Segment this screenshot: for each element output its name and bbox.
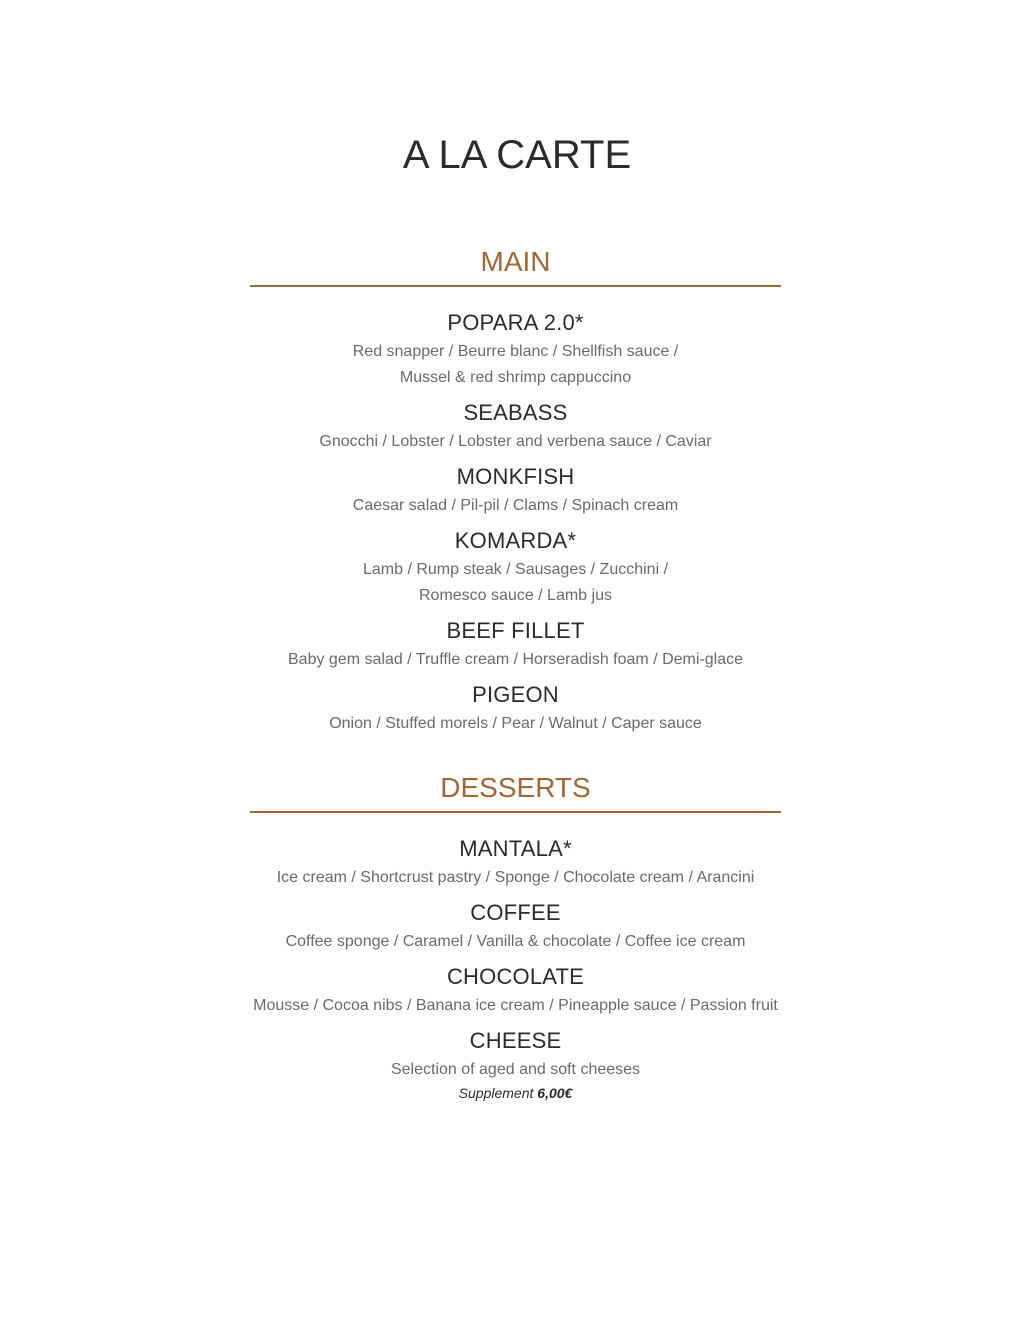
description-line: Red snapper / Beurre blanc / Shellfish sauce /: [352, 343, 679, 360]
dish-mantala: [250, 833, 781, 891]
dish-coffee: [250, 897, 781, 955]
description-line: Baby gem salad / Truffle cream / Horseradish foam / Demi-glace: [288, 651, 743, 668]
dish-seabass: [250, 397, 781, 455]
dish-chocolate: [250, 961, 781, 1019]
section-heading-desserts: DESSERTS: [250, 770, 781, 813]
dish-name: CHEESE: [469, 1028, 562, 1053]
section-heading-main: MAIN: [250, 244, 781, 287]
dish-name: POPARA 2.0*: [447, 310, 584, 335]
dish-description: [250, 865, 781, 891]
dish-description: [250, 993, 781, 1019]
description-line: Coffee sponge / Caramel / Vanilla & chocolate / Coffee ice cream: [285, 933, 746, 950]
dish-name: SEABASS: [463, 400, 568, 425]
dish-name: MONKFISH: [456, 464, 575, 489]
dish-beef-fillet: [250, 615, 781, 673]
description-line: Gnocchi / Lobster / Lobster and verbena sauce / Caviar: [319, 433, 712, 450]
dish-name: KOMARDA*: [454, 528, 577, 553]
dessert-items: [250, 833, 781, 1103]
page-title: A LA CARTE: [402, 133, 632, 177]
dish-description: [250, 429, 781, 455]
desserts-section: [250, 770, 781, 1109]
dish-description: [250, 711, 781, 737]
dish-name: BEEF FILLET: [446, 618, 585, 643]
description-line: Lamb / Rump steak / Sausages / Zucchini /: [362, 561, 669, 578]
supplement-amount: 6,00€: [537, 1085, 573, 1101]
dish-description: [250, 339, 781, 391]
dish-name: MANTALA*: [459, 836, 572, 861]
dish-description: [250, 1057, 781, 1083]
description-line: Selection of aged and soft cheeses: [390, 1061, 641, 1078]
description-line: Onion / Stuffed morels / Pear / Walnut / Caper sauce: [329, 715, 702, 732]
dish-name: COFFEE: [470, 900, 561, 925]
supplement-label: Supplement: [458, 1085, 534, 1101]
dish-pigeon: [250, 679, 781, 737]
description-line: Mussel & red shrimp cappuccino: [399, 369, 632, 386]
description-line: Romesco sauce / Lamb jus: [419, 587, 612, 604]
dish-description: [250, 929, 781, 955]
dish-description: [250, 493, 781, 519]
dish-description: [250, 647, 781, 673]
dish-monkfish: [250, 461, 781, 519]
dish-komarda: [250, 525, 781, 609]
description-line: Caesar salad / Pil-pil / Clams / Spinach cream: [352, 497, 679, 514]
dish-cheese: [250, 1025, 781, 1103]
main-items: [250, 307, 781, 737]
supplement-note: [250, 1083, 781, 1103]
dish-description: [250, 557, 781, 609]
main-section: [250, 244, 781, 743]
dish-popara: [250, 307, 781, 391]
description-line: Mousse / Cocoa nibs / Banana ice cream / Pineapple sauce / Passion fruit: [253, 997, 778, 1014]
dish-name: CHOCOLATE: [446, 964, 585, 989]
description-line: Ice cream / Shortcrust pastry / Sponge / Chocolate cream / Arancini: [276, 869, 755, 886]
dish-name: PIGEON: [472, 682, 559, 707]
